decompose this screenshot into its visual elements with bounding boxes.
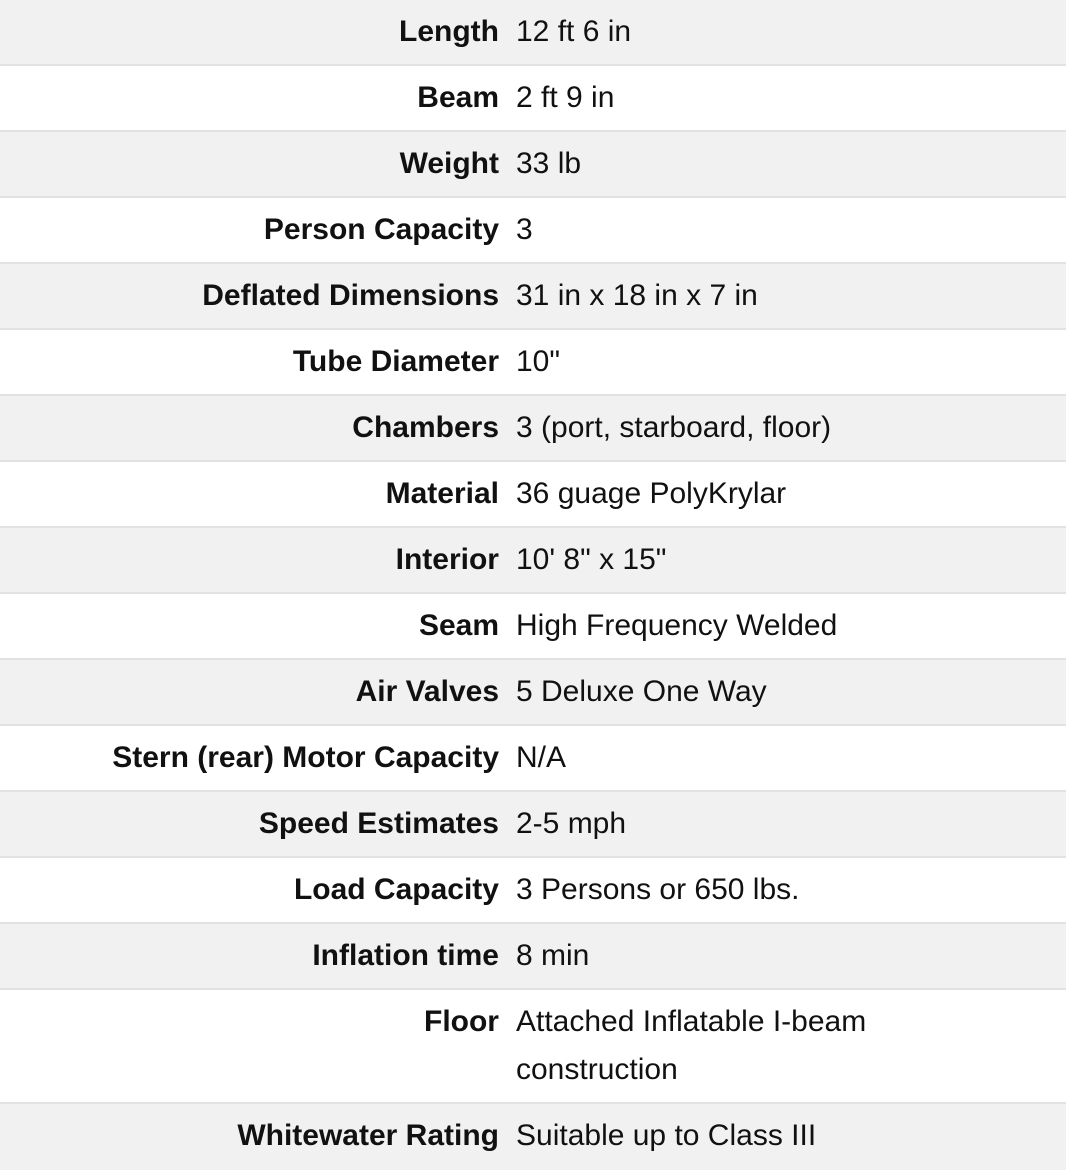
spec-row-inflation-time [0,924,1066,990]
spec-label: Seam [418,609,499,642]
spec-row-person-capacity [0,198,1066,264]
spec-label: Beam [417,81,499,114]
spec-value: 10" [516,345,561,378]
spec-row-stern-motor-capacity [0,726,1066,792]
spec-row-speed-estimates [0,792,1066,858]
spec-row-beam [0,66,1066,132]
spec-row-whitewater-rating [0,1104,1066,1170]
spec-value: 3 [516,213,533,246]
spec-label: Chambers [352,411,499,444]
spec-label: Material [385,477,499,510]
spec-label: Inflation time [312,939,499,972]
spec-value: 33 lb [516,147,582,180]
spec-label: Speed Estimates [258,807,499,840]
spec-value: 3 Persons or 650 lbs. [516,873,800,906]
spec-value: 10' 8" x 15" [516,543,667,576]
spec-row-floor [0,990,1066,1104]
spec-row-seam [0,594,1066,660]
spec-label: Weight [399,147,499,180]
spec-row-chambers [0,396,1066,462]
spec-value: 8 min [516,939,590,972]
spec-label: Whitewater Rating [237,1119,499,1152]
spec-row-air-valves [0,660,1066,726]
spec-row-tube-diameter [0,330,1066,396]
spec-label: Length [399,15,499,48]
spec-value: 12 ft 6 in [516,15,632,48]
spec-label: Deflated Dimensions [202,279,499,312]
spec-row-load-capacity [0,858,1066,924]
spec-label: Floor [424,1005,499,1038]
spec-value: Attached Inflatable I-beam construction [516,1005,867,1086]
spec-value: 5 Deluxe One Way [516,675,767,708]
spec-label: Stern (rear) Motor Capacity [112,741,499,774]
spec-row-material [0,462,1066,528]
spec-row-weight [0,132,1066,198]
spec-value: N/A [516,741,567,774]
spec-label: Person Capacity [263,213,499,246]
spec-value: 36 guage PolyKrylar [516,477,787,510]
spec-label: Interior [395,543,499,576]
spec-value: High Frequency Welded [516,609,838,642]
spec-value: 3 (port, starboard, floor) [516,411,832,444]
spec-row-length [0,0,1066,66]
spec-row-deflated-dimensions [0,264,1066,330]
spec-label: Load Capacity [293,873,499,906]
spec-row-interior [0,528,1066,594]
spec-label: Air Valves [355,675,499,708]
spec-value: 2 ft 9 in [516,81,615,114]
spec-value: 31 in x 18 in x 7 in [516,279,758,312]
spec-value: Suitable up to Class III [516,1119,817,1152]
spec-label: Tube Diameter [292,345,499,378]
spec-value: 2-5 mph [516,807,627,840]
